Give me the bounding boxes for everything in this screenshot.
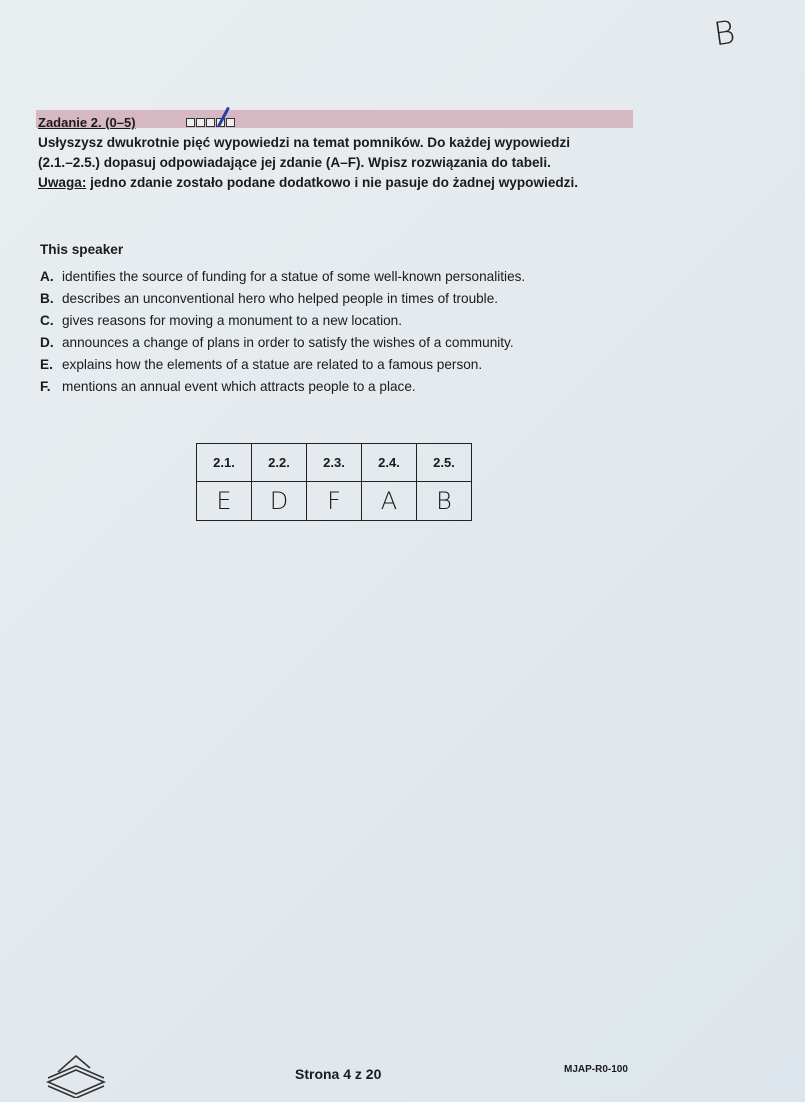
answer-header-cell: 2.4. <box>362 444 417 482</box>
option-a: A. identifies the source of funding for a statue of some well-known personalities. <box>40 269 526 284</box>
exam-code: MJAP-R0-100 <box>564 1064 628 1075</box>
option-e: E. explains how the elements of a statue are related to a famous person. <box>40 357 483 372</box>
page-number: Strona 4 z 20 <box>295 1066 382 1082</box>
score-box <box>196 118 205 127</box>
option-d: D. announces a change of plans in order to satisfy the wishes of a community. <box>40 335 514 350</box>
cke-logo-icon <box>44 1052 108 1098</box>
answer-cell[interactable]: F <box>307 482 362 521</box>
instruction-line: Usłyszysz dwukrotnie pięć wypowiedzi na temat pomników. Do każdej wypowiedzi <box>38 135 571 150</box>
option-b: B. describes an unconventional hero who helped people in times of trouble. <box>40 291 499 306</box>
answer-cell[interactable]: E <box>197 482 252 521</box>
task-title: Zadanie 2. (0–5) <box>38 115 136 130</box>
score-box <box>206 118 215 127</box>
answer-cell[interactable]: B <box>417 482 472 521</box>
answer-table-answer-row <box>197 482 472 521</box>
score-boxes <box>186 118 235 127</box>
score-box <box>226 118 235 127</box>
handwritten-corner-mark: B <box>711 12 738 54</box>
instruction-note <box>38 173 638 193</box>
score-box <box>186 118 195 127</box>
options-list <box>40 266 525 398</box>
answer-header-cell: 2.2. <box>252 444 307 482</box>
answer-header-cell: 2.5. <box>417 444 472 482</box>
answer-cell[interactable]: A <box>362 482 417 521</box>
answer-header-cell: 2.3. <box>307 444 362 482</box>
task-instructions <box>38 133 638 193</box>
answer-table-header-row <box>197 444 472 482</box>
answer-cell[interactable]: D <box>252 482 307 521</box>
answer-header-cell: 2.1. <box>197 444 252 482</box>
option-c: C. gives reasons for moving a monument to a new location. <box>40 313 403 328</box>
note-label: Uwaga: <box>38 175 87 190</box>
option-f: F. mentions an annual event which attracts people to a place. <box>40 379 416 394</box>
instruction-line: (2.1.–2.5.) dopasuj odpowiadające jej zdanie (A–F). Wpisz rozwiązania do tabeli. <box>38 155 551 170</box>
options-lead: This speaker <box>40 242 124 257</box>
answer-table <box>196 443 472 521</box>
note-text: jedno zdanie zostało podane dodatkowo i nie pasuje do żadnej wypowiedzi. <box>86 175 579 190</box>
